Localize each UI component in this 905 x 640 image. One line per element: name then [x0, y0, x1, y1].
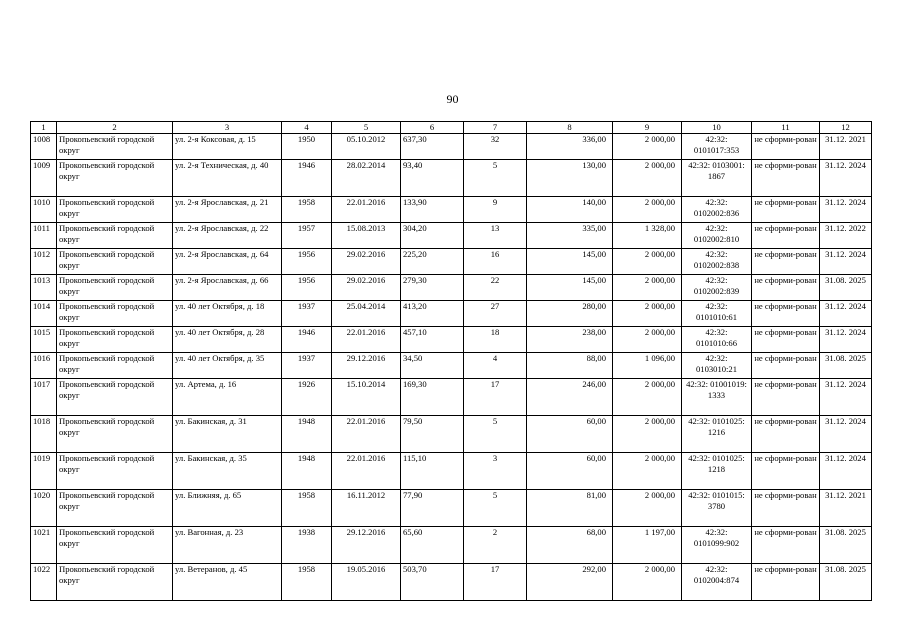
- cell-col-8: 145,00: [527, 249, 613, 275]
- header-row: [31, 122, 872, 134]
- cell-district: Прокопьевский городской округ: [57, 327, 173, 353]
- cell-cadastral-number: 42:32: 0101025: 1218: [682, 453, 752, 490]
- cell-year-built: 1950: [282, 134, 332, 160]
- cell-residents: 5: [464, 160, 527, 197]
- cell-district: Прокопьевский городской округ: [57, 490, 173, 527]
- cell-deadline: 31.08. 2025: [820, 564, 872, 601]
- cell-cadastral-number: 42:32: 01001019: 1333: [682, 379, 752, 416]
- cell-area: 133,90: [401, 197, 464, 223]
- cell-deadline: 31.12. 2024: [820, 416, 872, 453]
- cell-recognition-date: 29.02.2016: [332, 249, 401, 275]
- cell-cadastral-number: 42:32: 0101010:66: [682, 327, 752, 353]
- cell-address: ул. Вагонная, д. 23: [173, 527, 282, 564]
- cell-deadline: 31.12. 2024: [820, 327, 872, 353]
- cell-deadline: 31.12. 2022: [820, 223, 872, 249]
- cell-district: Прокопьевский городской округ: [57, 379, 173, 416]
- table-row: [31, 416, 872, 453]
- table-row: [31, 160, 872, 197]
- cell-recognition-date: 29.12.2016: [332, 527, 401, 564]
- cell-deadline: 31.12. 2024: [820, 160, 872, 197]
- column-header: 6: [401, 122, 464, 134]
- cell-col-9: 2 000,00: [613, 275, 682, 301]
- cell-residents: 27: [464, 301, 527, 327]
- cell-year-built: 1958: [282, 564, 332, 601]
- column-header: 8: [527, 122, 613, 134]
- cell-area: 279,30: [401, 275, 464, 301]
- cell-deadline: 31.12. 2021: [820, 134, 872, 160]
- cell-address: ул. 2-я Коксовая, д. 15: [173, 134, 282, 160]
- cell-area: 93,40: [401, 160, 464, 197]
- cell-address: ул. Бакинская, д. 31: [173, 416, 282, 453]
- cell-area: 225,20: [401, 249, 464, 275]
- cell-col-8: 60,00: [527, 453, 613, 490]
- table-row: [31, 223, 872, 249]
- cell-cadastral-number: 42:32: 0102002:839: [682, 275, 752, 301]
- cell-district: Прокопьевский городской округ: [57, 197, 173, 223]
- cell-district: Прокопьевский городской округ: [57, 223, 173, 249]
- cell-col-8: 336,00: [527, 134, 613, 160]
- cell-col-9: 2 000,00: [613, 301, 682, 327]
- cell-address: ул. 2-я Техническая, д. 40: [173, 160, 282, 197]
- cell-land-status: не сформи-рован: [752, 490, 820, 527]
- table-row: [31, 527, 872, 564]
- cell-col-9: 2 000,00: [613, 160, 682, 197]
- cell-area: 79,50: [401, 416, 464, 453]
- cell-row-number: 1021: [31, 527, 57, 564]
- column-header: 4: [282, 122, 332, 134]
- cell-col-9: 2 000,00: [613, 490, 682, 527]
- cell-cadastral-number: 42:32: 0101099:902: [682, 527, 752, 564]
- column-header: 12: [820, 122, 872, 134]
- cell-district: Прокопьевский городской округ: [57, 160, 173, 197]
- cell-col-9: 2 000,00: [613, 134, 682, 160]
- cell-residents: 17: [464, 379, 527, 416]
- cell-col-9: 2 000,00: [613, 379, 682, 416]
- cell-deadline: 31.12. 2021: [820, 490, 872, 527]
- cell-col-8: 130,00: [527, 160, 613, 197]
- cell-year-built: 1937: [282, 301, 332, 327]
- cell-land-status: не сформи-рован: [752, 134, 820, 160]
- cell-col-9: 2 000,00: [613, 197, 682, 223]
- cell-col-8: 81,00: [527, 490, 613, 527]
- cell-address: ул. 2-я Ярославская, д. 21: [173, 197, 282, 223]
- cell-col-8: 246,00: [527, 379, 613, 416]
- cell-deadline: 31.08. 2025: [820, 275, 872, 301]
- cell-address: ул. Артема, д. 16: [173, 379, 282, 416]
- cell-residents: 5: [464, 416, 527, 453]
- cell-residents: 2: [464, 527, 527, 564]
- cell-residents: 22: [464, 275, 527, 301]
- cell-area: 457,10: [401, 327, 464, 353]
- table-body: [31, 134, 872, 601]
- cell-recognition-date: 22.01.2016: [332, 197, 401, 223]
- cell-recognition-date: 19.05.2016: [332, 564, 401, 601]
- table-row: [31, 564, 872, 601]
- cell-address: ул. 2-я Ярославская, д. 22: [173, 223, 282, 249]
- cell-land-status: не сформи-рован: [752, 564, 820, 601]
- cell-residents: 5: [464, 490, 527, 527]
- cell-residents: 32: [464, 134, 527, 160]
- cell-area: 503,70: [401, 564, 464, 601]
- cell-row-number: 1018: [31, 416, 57, 453]
- table-row: [31, 197, 872, 223]
- cell-cadastral-number: 42:32: 0101025: 1216: [682, 416, 752, 453]
- cell-land-status: не сформи-рован: [752, 197, 820, 223]
- cell-district: Прокопьевский городской округ: [57, 564, 173, 601]
- cell-row-number: 1014: [31, 301, 57, 327]
- cell-col-8: 238,00: [527, 327, 613, 353]
- cell-deadline: 31.08. 2025: [820, 353, 872, 379]
- cell-address: ул. Ближняя, д. 65: [173, 490, 282, 527]
- cell-cadastral-number: 42:32: 0102002:838: [682, 249, 752, 275]
- cell-row-number: 1008: [31, 134, 57, 160]
- table-row: [31, 249, 872, 275]
- cell-recognition-date: 28.02.2014: [332, 160, 401, 197]
- cell-recognition-date: 16.11.2012: [332, 490, 401, 527]
- cell-land-status: не сформи-рован: [752, 160, 820, 197]
- cell-deadline: 31.12. 2024: [820, 453, 872, 490]
- cell-deadline: 31.12. 2024: [820, 197, 872, 223]
- cell-area: 169,30: [401, 379, 464, 416]
- cell-col-9: 2 000,00: [613, 564, 682, 601]
- cell-col-9: 1 096,00: [613, 353, 682, 379]
- cell-address: ул. Ветеранов, д. 45: [173, 564, 282, 601]
- table-row: [31, 327, 872, 353]
- cell-residents: 13: [464, 223, 527, 249]
- table-row: [31, 490, 872, 527]
- cell-land-status: не сформи-рован: [752, 416, 820, 453]
- cell-land-status: не сформи-рован: [752, 223, 820, 249]
- table-row: [31, 301, 872, 327]
- cell-land-status: не сформи-рован: [752, 301, 820, 327]
- cell-col-9: 2 000,00: [613, 416, 682, 453]
- cell-district: Прокопьевский городской округ: [57, 301, 173, 327]
- cell-area: 34,50: [401, 353, 464, 379]
- cell-row-number: 1011: [31, 223, 57, 249]
- cell-col-9: 1 197,00: [613, 527, 682, 564]
- cell-recognition-date: 15.08.2013: [332, 223, 401, 249]
- cell-cadastral-number: 42:32: 0103010:21: [682, 353, 752, 379]
- cell-year-built: 1956: [282, 249, 332, 275]
- cell-area: 115,10: [401, 453, 464, 490]
- cell-residents: 18: [464, 327, 527, 353]
- column-header: 2: [57, 122, 173, 134]
- cell-residents: 3: [464, 453, 527, 490]
- cell-deadline: 31.12. 2024: [820, 249, 872, 275]
- cell-area: 77,90: [401, 490, 464, 527]
- cell-year-built: 1956: [282, 275, 332, 301]
- column-header: 10: [682, 122, 752, 134]
- cell-cadastral-number: 42:32: 0102004:874: [682, 564, 752, 601]
- column-header: 5: [332, 122, 401, 134]
- cell-residents: 17: [464, 564, 527, 601]
- cell-area: 637,30: [401, 134, 464, 160]
- page-number: 90: [446, 92, 459, 106]
- cell-deadline: 31.12. 2024: [820, 301, 872, 327]
- cell-district: Прокопьевский городской округ: [57, 416, 173, 453]
- cell-year-built: 1957: [282, 223, 332, 249]
- cell-district: Прокопьевский городской округ: [57, 275, 173, 301]
- cell-recognition-date: 29.12.2016: [332, 353, 401, 379]
- cell-recognition-date: 22.01.2016: [332, 416, 401, 453]
- cell-year-built: 1948: [282, 416, 332, 453]
- cell-row-number: 1012: [31, 249, 57, 275]
- cell-col-8: 60,00: [527, 416, 613, 453]
- cell-residents: 9: [464, 197, 527, 223]
- cell-residents: 16: [464, 249, 527, 275]
- cell-cadastral-number: 42:32: 0102002:810: [682, 223, 752, 249]
- cell-deadline: 31.12. 2024: [820, 379, 872, 416]
- cell-address: ул. 40 лет Октября, д. 35: [173, 353, 282, 379]
- cell-area: 65,60: [401, 527, 464, 564]
- cell-row-number: 1019: [31, 453, 57, 490]
- table-row: [31, 379, 872, 416]
- cell-row-number: 1020: [31, 490, 57, 527]
- cell-year-built: 1958: [282, 490, 332, 527]
- cell-recognition-date: 05.10.2012: [332, 134, 401, 160]
- column-header: 9: [613, 122, 682, 134]
- cell-area: 413,20: [401, 301, 464, 327]
- cell-address: ул. 2-я Ярославская, д. 66: [173, 275, 282, 301]
- cell-recognition-date: 25.04.2014: [332, 301, 401, 327]
- cell-year-built: 1938: [282, 527, 332, 564]
- cell-row-number: 1009: [31, 160, 57, 197]
- cell-land-status: не сформи-рован: [752, 249, 820, 275]
- cell-year-built: 1946: [282, 160, 332, 197]
- cell-col-9: 1 328,00: [613, 223, 682, 249]
- cell-year-built: 1946: [282, 327, 332, 353]
- cell-row-number: 1022: [31, 564, 57, 601]
- cell-address: ул. 40 лет Октября, д. 18: [173, 301, 282, 327]
- cell-col-8: 145,00: [527, 275, 613, 301]
- cell-deadline: 31.08. 2025: [820, 527, 872, 564]
- cell-recognition-date: 22.01.2016: [332, 453, 401, 490]
- table-row: [31, 453, 872, 490]
- cell-recognition-date: 29.02.2016: [332, 275, 401, 301]
- table-row: [31, 275, 872, 301]
- cell-cadastral-number: 42:32: 0101015: 3780: [682, 490, 752, 527]
- cell-land-status: не сформи-рован: [752, 379, 820, 416]
- cell-cadastral-number: 42:32: 0102002:836: [682, 197, 752, 223]
- cell-land-status: не сформи-рован: [752, 327, 820, 353]
- cell-year-built: 1958: [282, 197, 332, 223]
- table-row: [31, 353, 872, 379]
- cell-col-8: 68,00: [527, 527, 613, 564]
- cell-land-status: не сформи-рован: [752, 453, 820, 490]
- cell-col-9: 2 000,00: [613, 249, 682, 275]
- cell-land-status: не сформи-рован: [752, 527, 820, 564]
- cell-row-number: 1016: [31, 353, 57, 379]
- column-header: 1: [31, 122, 57, 134]
- column-header: 11: [752, 122, 820, 134]
- cell-recognition-date: 15.10.2014: [332, 379, 401, 416]
- cell-col-8: 88,00: [527, 353, 613, 379]
- cell-col-9: 2 000,00: [613, 453, 682, 490]
- cell-col-8: 335,00: [527, 223, 613, 249]
- cell-district: Прокопьевский городской округ: [57, 134, 173, 160]
- cell-address: ул. Бакинская, д. 35: [173, 453, 282, 490]
- cell-residents: 4: [464, 353, 527, 379]
- cell-year-built: 1948: [282, 453, 332, 490]
- cell-cadastral-number: 42:32: 0103001: 1867: [682, 160, 752, 197]
- cell-row-number: 1013: [31, 275, 57, 301]
- cell-address: ул. 2-я Ярославская, д. 64: [173, 249, 282, 275]
- cell-district: Прокопьевский городской округ: [57, 527, 173, 564]
- column-header: 3: [173, 122, 282, 134]
- cell-col-8: 280,00: [527, 301, 613, 327]
- housing-registry-table: [30, 121, 872, 601]
- cell-col-8: 140,00: [527, 197, 613, 223]
- cell-recognition-date: 22.01.2016: [332, 327, 401, 353]
- column-header: 7: [464, 122, 527, 134]
- cell-area: 304,20: [401, 223, 464, 249]
- cell-district: Прокопьевский городской округ: [57, 353, 173, 379]
- cell-district: Прокопьевский городской округ: [57, 249, 173, 275]
- cell-address: ул. 40 лет Октября, д. 28: [173, 327, 282, 353]
- cell-land-status: не сформи-рован: [752, 275, 820, 301]
- table-row: [31, 134, 872, 160]
- cell-cadastral-number: 42:32: 0101017:353: [682, 134, 752, 160]
- cell-row-number: 1017: [31, 379, 57, 416]
- cell-year-built: 1926: [282, 379, 332, 416]
- cell-row-number: 1010: [31, 197, 57, 223]
- cell-land-status: не сформи-рован: [752, 353, 820, 379]
- cell-col-8: 292,00: [527, 564, 613, 601]
- cell-col-9: 2 000,00: [613, 327, 682, 353]
- cell-district: Прокопьевский городской округ: [57, 453, 173, 490]
- cell-cadastral-number: 42:32: 0101010:61: [682, 301, 752, 327]
- cell-row-number: 1015: [31, 327, 57, 353]
- cell-year-built: 1937: [282, 353, 332, 379]
